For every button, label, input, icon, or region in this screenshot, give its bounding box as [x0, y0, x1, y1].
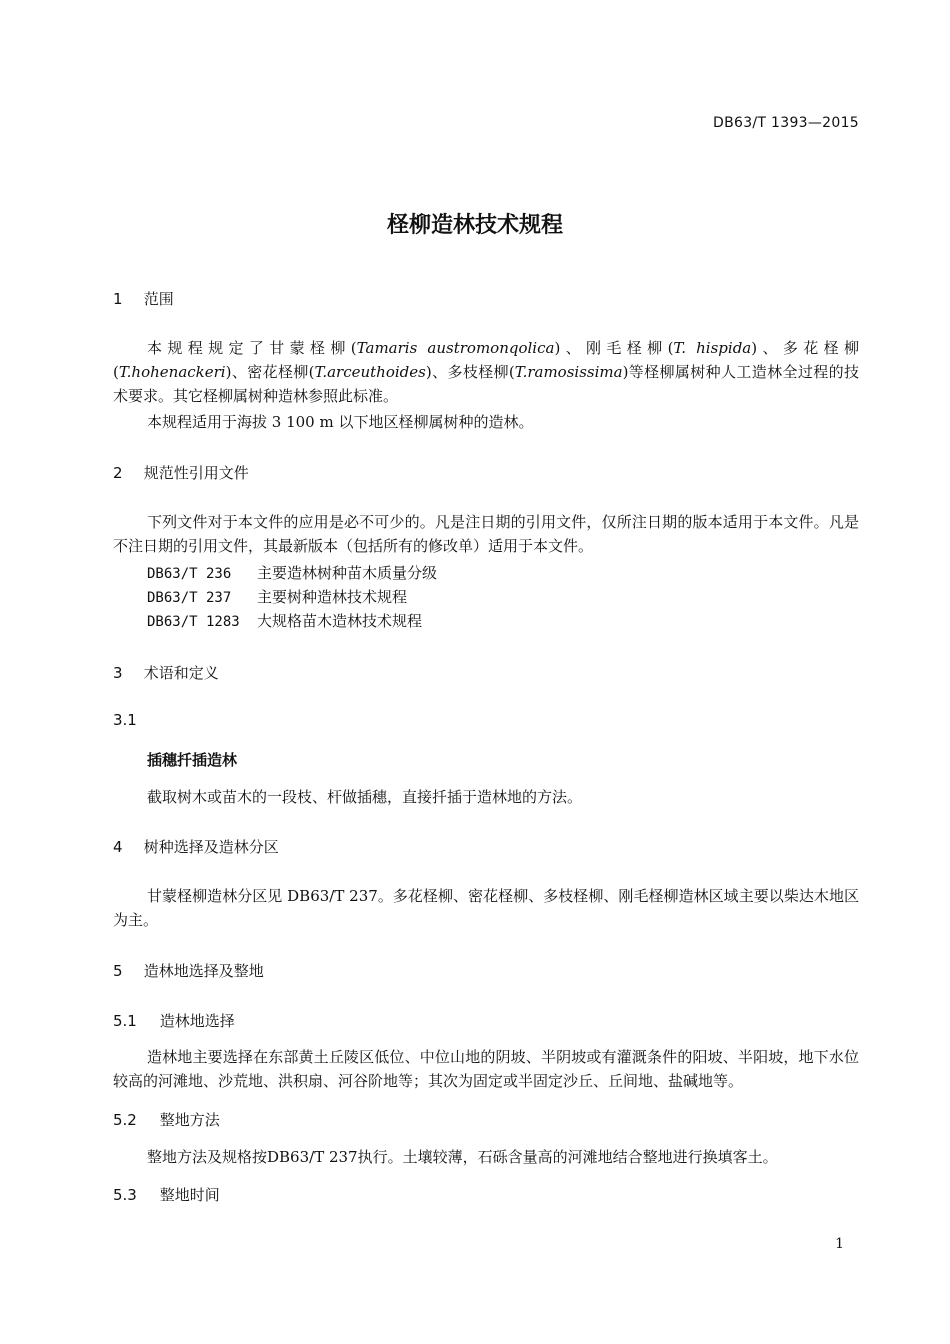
term-name: 插穗扦插造林: [147, 751, 238, 769]
subsection-heading-5-2: [113, 1109, 220, 1130]
section-heading-3: [113, 662, 219, 683]
subsection-title: 整地时间: [159, 1186, 220, 1204]
section-number: 2: [113, 464, 123, 482]
site-selection-paragraph: 造林地主要选择在东部黄土丘陵区低位、中位山地的阴坡、半阴坡或有灌溉条件的阳坡、半阳坡，地下水位较高的河滩地、沙荒地、洪积扇、河谷阶地等；其次为固定或半固定沙丘、丘间地、盐碱地等。: [113, 1048, 859, 1090]
page-number: 1: [835, 1236, 844, 1252]
term-definition: 截取树木或苗木的一段枝、杆做插穗，直接扦插于造林地的方法。: [147, 788, 583, 806]
subsection-heading-5-3: [113, 1184, 220, 1205]
standard-code: DB63/T 1393—2015: [713, 115, 859, 131]
site-preparation-paragraph: 整地方法及规格按DB63/T 237执行。土壤较薄，石砾含量高的河滩地结合整地进行换填客土。: [147, 1148, 778, 1166]
zoning-paragraph: 甘蒙柽柳造林分区见 DB63/T 237。多花柽柳、密花柽柳、多枝柽柳、刚毛柽柳造林区域主要以柴达木地区为主。: [113, 887, 859, 929]
subsection-number: 5.1: [113, 1012, 137, 1030]
section-heading-4: [113, 836, 279, 857]
species-latin-name: Tamaris austromonqolica: [356, 339, 555, 357]
section-number: 1: [113, 290, 123, 308]
term-number: 3.1: [113, 711, 137, 729]
subsection-heading-5-1: [113, 1010, 235, 1031]
reference-item: [147, 586, 407, 607]
subsection-title: 整地方法: [159, 1111, 220, 1129]
reference-title: 大规格苗木造林技术规程: [257, 612, 423, 630]
subsection-title: 造林地选择: [159, 1012, 235, 1030]
reference-title: 主要造林树种苗木质量分级: [257, 564, 438, 582]
document-title: 柽柳造林技术规程: [386, 213, 563, 238]
references-intro: 下列文件对于本文件的应用是必不可少的。凡是注日期的引用文件，仅所注日期的版本适用于本文件。凡是不注日期的引用文件，其最新版本（包括所有的修改单）适用于本文件。: [113, 513, 859, 555]
species-latin-name: T.arceuthoides: [314, 363, 426, 381]
section-heading-5: [113, 960, 264, 981]
species-latin-name: T.hohenackeri: [118, 363, 226, 381]
section-title: 规范性引用文件: [143, 464, 249, 482]
subsection-number: 5.2: [113, 1111, 137, 1129]
reference-code: DB63/T 1283: [147, 614, 240, 630]
reference-code: DB63/T 236: [147, 566, 232, 582]
reference-title: 主要树种造林技术规程: [257, 588, 408, 606]
section-title: 范围: [143, 290, 174, 308]
reference-item: [147, 562, 437, 583]
subsection-number: 5.3: [113, 1186, 137, 1204]
scope-paragraph-1: 本规程规定了甘蒙柽柳(Tamaris austromonqolica)、刚毛柽柳(T. hispida)、多花柽柳(T.hohenackeri)、密花柽柳(T.arceuthoides)、多枝柽柳(T.ramosissima)等柽柳属树种人工造林全过程的技术要求。其它柽柳属树种造林参照此标准。: [113, 339, 859, 405]
section-heading-1: [113, 288, 174, 309]
species-latin-name: T. hispida: [673, 339, 752, 357]
reference-item: [147, 610, 422, 631]
section-title: 树种选择及造林分区: [143, 838, 279, 856]
section-number: 5: [113, 962, 123, 980]
section-heading-2: [113, 462, 249, 483]
section-title: 术语和定义: [143, 664, 219, 682]
section-number: 4: [113, 838, 123, 856]
reference-code: DB63/T 237: [147, 590, 232, 606]
section-number: 3: [113, 664, 123, 682]
section-title: 造林地选择及整地: [143, 962, 264, 980]
species-latin-name: T.ramosissima: [514, 363, 623, 381]
scope-paragraph-2: 本规程适用于海拔 3 100 m 以下地区柽柳属树种的造林。: [147, 413, 534, 431]
